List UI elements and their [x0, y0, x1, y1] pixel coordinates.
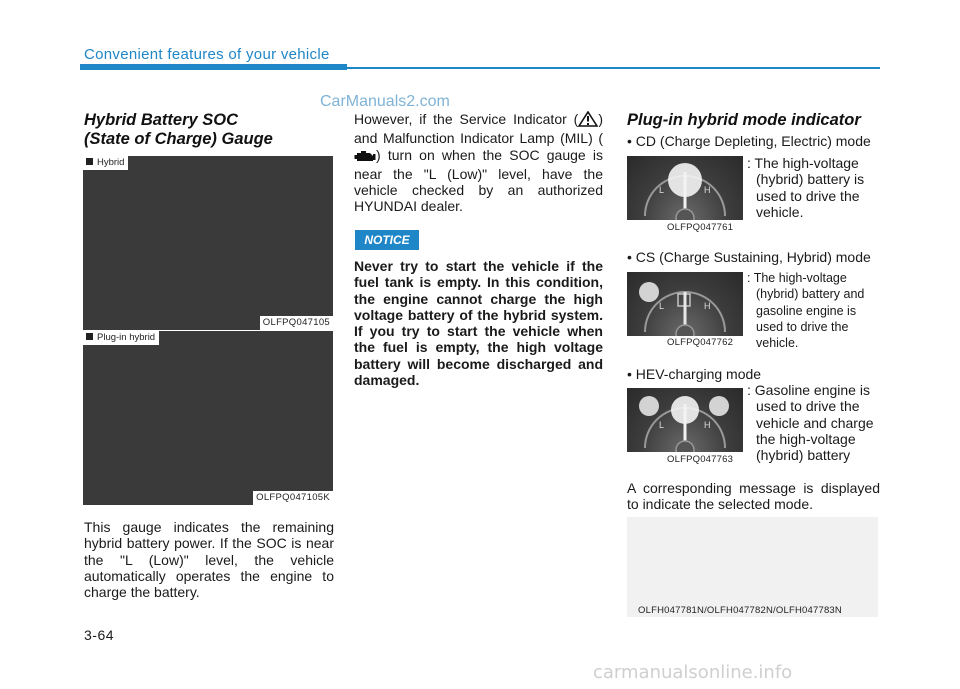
square-bullet-icon — [86, 333, 93, 340]
page-number: 3-64 — [84, 627, 115, 643]
service-indicator-paragraph: However, if the Service Indicator ( ) and Malfunction Indicator Lamp (MIL) () turn on when the SOC gauge is near the "L (Low)" level, have the vehicle checked by an authorized HYUNDAI dealer. — [354, 111, 603, 215]
watermark-bottom: carmanualsonline.info — [593, 662, 793, 683]
hev-charging-mode-bullet: • HEV-charging mode — [627, 366, 762, 382]
cd-mode-gauge-figure — [627, 156, 743, 220]
gauge-low-label: L — [659, 185, 665, 195]
cs-mode-description: : The high-voltage (hybrid) battery and gasoline engine is used to drive the vehicle. — [747, 271, 865, 351]
watermark-top: CarManuals2.com — [320, 93, 450, 110]
hybrid-figure-tag: Hybrid — [83, 156, 128, 170]
plugin-figure-tag: Plug-in hybrid — [83, 331, 159, 345]
header-bar-thick — [80, 64, 347, 70]
plugin-hybrid-gauge-figure — [83, 331, 333, 505]
plugin-figure-code: OLFPQ047105K — [253, 491, 333, 505]
gauge-high-label: H — [704, 420, 711, 430]
gauge-high-label: H — [704, 301, 711, 311]
gauge-low-label: L — [659, 420, 665, 430]
hybrid-figure-code: OLFPQ047105 — [260, 316, 333, 330]
soc-gauge-heading — [84, 111, 344, 149]
hev-charging-description: : Gasoline engine is used to drive the vehicle and charge the high-voltage (hybrid) battery — [747, 382, 874, 464]
cs-mode-gauge-figure — [627, 272, 743, 336]
soc-gauge-paragraph: This gauge indicates the remaining hybrid battery power. If the SOC is near the "L (Low)" level, the vehicle automatically operates the engine to charge the battery. — [84, 519, 334, 601]
hev-charging-figure-code: OLFPQ047763 — [667, 454, 734, 465]
message-display-figure — [627, 517, 878, 617]
square-bullet-icon — [86, 158, 93, 165]
cd-mode-bullet: • CD (Charge Depleting, Electric) mode — [627, 133, 871, 149]
cd-mode-description: : The high-voltage (hybrid) battery is used to drive the vehicle. — [747, 155, 865, 220]
cd-mode-figure-code: OLFPQ047761 — [667, 222, 734, 233]
gauge-high-label: H — [704, 185, 711, 195]
service-indicator-icon — [578, 111, 598, 130]
section-title: Convenient features of your vehicle — [84, 46, 330, 63]
header-bar-thin — [347, 67, 880, 69]
mode-indicator-heading: Plug-in hybrid mode indicator — [627, 111, 861, 129]
malfunction-indicator-icon — [354, 149, 376, 166]
cs-mode-bullet: • CS (Charge Sustaining, Hybrid) mode — [627, 249, 871, 265]
soc-heading-line2: (State of Charge) Gauge — [84, 130, 273, 148]
message-figure-code: OLFH047781N/OLFH047782N/OLFH047783N — [638, 605, 842, 616]
hybrid-gauge-figure — [83, 156, 333, 330]
notice-warning-text: Never try to start the vehicle if the fuel tank is empty. In this condition, the engine cannot charge the high voltage battery of the hybrid system. If you try to start the vehicle when the fuel is empty, the high voltage battery will become discharged and damaged. — [354, 258, 603, 389]
corresponding-message-paragraph: A corresponding message is displayed to indicate the selected mode. — [627, 480, 880, 513]
soc-heading-line1: Hybrid Battery SOC — [84, 111, 239, 129]
notice-label: NOTICE — [355, 230, 419, 250]
hev-charging-gauge-figure — [627, 388, 743, 452]
gauge-low-label: L — [659, 301, 665, 311]
cs-mode-figure-code: OLFPQ047762 — [667, 337, 734, 348]
